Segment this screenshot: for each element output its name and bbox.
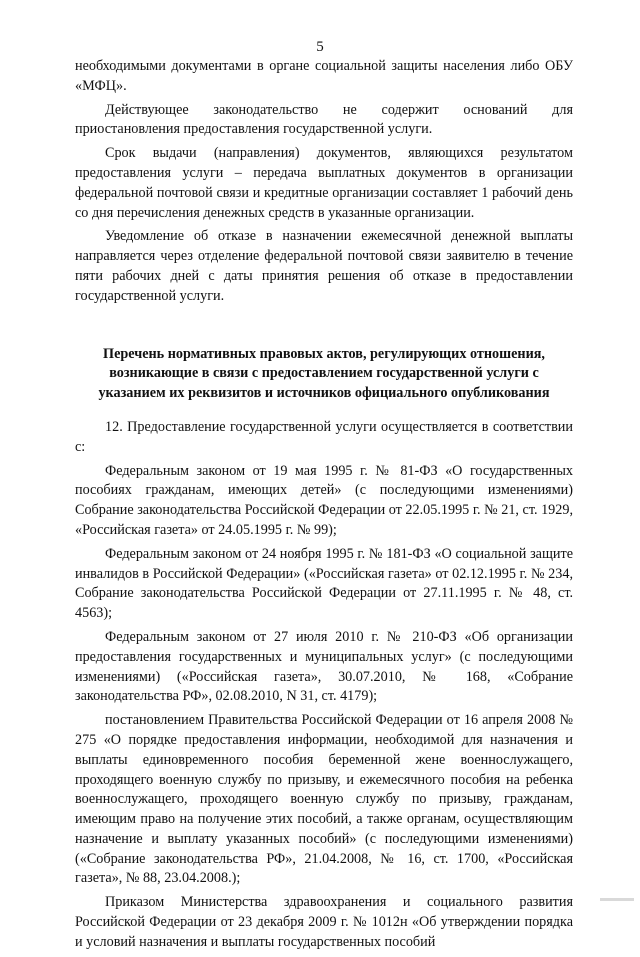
paragraph-item-12: 12. Предоставление государственной услуги осуществляется в соответствии с:: [75, 418, 573, 455]
paragraph-issuance-term: Срок выдачи (направления) документов, являющихся результатом предоставления услуги – передача выплатных документов в организации федеральной почтовой связи и кредитные организации составляет 1 рабочий день со дня перечисления денежных средств в указанные организации.: [75, 145, 573, 221]
paragraph-law-81-fz: Федеральным законом от 19 мая 1995 г. № 81-ФЗ «О государственных пособиях гражданам, имеющих детей» (с последующими изменениями) Собрание законодательства Российской Федерации от 22.05.1995 г. № 21, ст. 1929, «Российская газета» от 24.05.1995 г. № 99);: [75, 462, 573, 538]
paragraph-order-1012n: Приказом Министерства здравоохранения и социального развития Российской Федерации от 23 декабря 2009 г. № 1012н «Об утверждении порядка и условий назначения и выплаты государственных пособий: [75, 894, 573, 950]
paragraph-law-181-fz: Федеральным законом от 24 ноября 1995 г. № 181-ФЗ «О социальной защите инвалидов в Российской Федерации» («Российская газета» от 02.12.1995 г. № 234, Собрание законодательства Российской Федерации от 27.11.1995 г. № 48, ст. 4563);: [75, 545, 573, 622]
section-heading: Перечень нормативных правовых актов, регулирующих отношения, возникающие в связи с предоставлением государственной услуги с указанием их реквизитов и источников официального опубликования: [98, 345, 550, 402]
paragraph-resolution-275: постановлением Правительства Российской Федерации от 16 апреля 2008 № 275 «О порядке предоставления информации, необходимой для назначения и выплаты единовременного пособия беременной жене военнослужащего, проходящего военную службу по призыву, и ежемесячного пособия на ребенка военнослужащего, проходящего военную службу по призыву, гражданам, имеющим право на получение этих пособий, а также органам, осуществляющим назначение и выплату указанных пособий» (с последующими изменениями) («Собрание законодательства РФ», 21.04.2008, № 16, ст. 1700, «Российская газета», № 88, 23.04.2008.);: [75, 712, 573, 887]
paragraph-refusal-notice: Уведомление об отказе в назначении ежемесячной денежной выплаты направляется через отделение федеральной почтовой связи заявителю в течение пяти рабочих дней с даты принятия решения об отказе в предоставлении государственной услуги.: [75, 228, 573, 304]
paragraph-continuation: необходимыми документами в органе социальной защиты населения либо ОБУ «МФЦ».: [75, 58, 573, 94]
paragraph-no-suspension-grounds: Действующее законодательство не содержит оснований для приостановления предоставления государственной услуги.: [75, 101, 573, 138]
paragraph-law-210-fz: Федеральным законом от 27 июля 2010 г. № 210-ФЗ «Об организации предоставления государственных и муниципальных услуг» (с последующими изменениями) («Российская газета», 30.07.2010, № 168, «Собрание законодательства РФ», 02.08.2010, N 31, ст. 4179);: [75, 628, 573, 705]
document-body: [75, 57, 573, 957]
scan-edge-mark: [600, 898, 634, 901]
page-number: 5: [316, 39, 324, 55]
